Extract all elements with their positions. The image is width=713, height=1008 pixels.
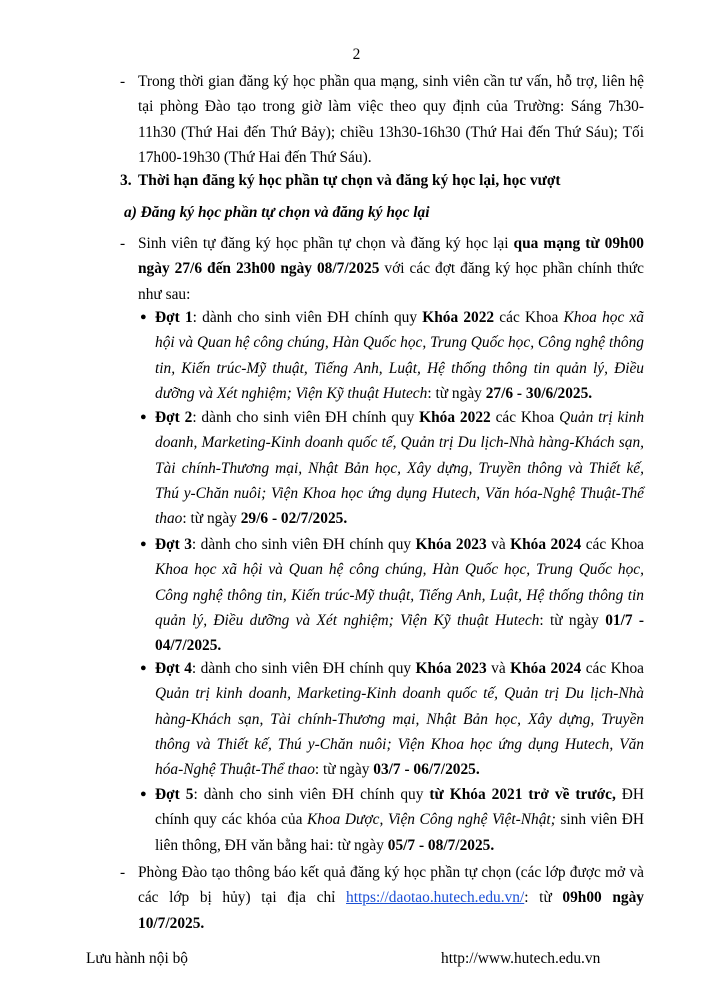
round-text: và <box>486 660 511 677</box>
round-cohort: Khóa 2023 <box>415 536 487 553</box>
results-paragraph <box>138 860 644 936</box>
section-heading <box>120 168 561 193</box>
round-text: : từ ngày <box>427 384 486 402</box>
round-text: sinh viên ĐH liên thông, ĐH văn bằng hai: từ ngày <box>155 811 644 854</box>
results-link[interactable]: https://daotao.hutech.edu.vn/ <box>346 889 525 907</box>
round-text: : dành cho sinh viên ĐH chính quy <box>192 309 423 326</box>
bullet-icon: ● <box>140 311 147 323</box>
round-text: ĐH chính quy các khóa của <box>155 786 645 829</box>
round-text: : dành cho sinh viên ĐH chính quy <box>192 409 420 426</box>
round-dates: 27/6 - 30/6/2025. <box>485 384 593 402</box>
round-dates: 01/7 - 04/7/2025. <box>155 611 645 655</box>
round-text: các Khoa <box>494 309 564 326</box>
round-cohort: Khóa 2024 <box>510 536 582 553</box>
round-faculties: Quản trị kinh doanh, Marketing-Kinh doanh quốc tế, Quản trị Du lịch-Nhà hàng-Khách sạn, Tài chính-Thương mại, Nhật Bản học, Xây dựng, Truyền thông và Thiết kế, Thú y-Chăn nuôi; Viện Khoa học ứng dụng Hutech, Văn hóa-Nghệ Thuật-Thể thao <box>155 685 644 779</box>
results-time: 09h00 ngày 10/7/2025. <box>138 889 644 932</box>
intro-dash: - <box>120 235 126 252</box>
footer-website: http://www.hutech.edu.vn <box>441 950 601 967</box>
round-label: Đợt 5 <box>155 786 194 803</box>
round-item <box>155 305 644 406</box>
round-label: Đợt 3 <box>155 536 192 553</box>
bullet-icon: ● <box>140 788 147 800</box>
round-item <box>155 782 644 858</box>
round-label: Đợt 2 <box>155 409 193 426</box>
bullet-icon: ● <box>140 662 147 674</box>
round-text: và <box>486 536 511 553</box>
intro-paragraph <box>138 231 644 307</box>
round-faculties: Quản trị kinh doanh, Marketing-Kinh doanh quốc tế, Quản trị Du lịch-Nhà hàng-Khách sạn, Tài chính-Thương mại, Nhật Bản học, Xây dựng, Truyền thông và Thiết kế, Thú y-Chăn nuôi; Viện Khoa học ứng dụng Hutech, Văn hóa-Nghệ Thuật-Thể thao <box>155 409 645 528</box>
round-text: các Khoa <box>581 660 644 677</box>
round-text: : dành cho sinh viên ĐH chính quy <box>191 536 416 553</box>
intro-deadline: qua mạng từ 09h00 ngày 27/6 đến 23h00 ngày 08/7/2025 <box>138 235 644 278</box>
bullet-icon: ● <box>140 538 147 550</box>
round-cohort: Khóa 2023 <box>415 660 487 677</box>
round-dates: 29/6 - 02/7/2025. <box>240 510 348 528</box>
section-title: Thời hạn đăng ký học phần tự chọn và đăng ký học lại, học vượt <box>138 172 561 189</box>
results-text-2: : từ <box>524 889 563 907</box>
round-cohort: Khóa 2022 <box>422 309 495 326</box>
round-text: : dành cho sinh viên ĐH chính quy <box>191 660 416 677</box>
results-text-1: Phòng Đào tạo thông báo kết quả đăng ký học phần tự chọn (các lớp được mở và các lớp bị hủy) tại địa chỉ <box>138 864 644 907</box>
round-faculties: Khoa học xã hội và Quan hệ công chúng, Hàn Quốc học, Trung Quốc học, Công nghệ thông tin, Kiến trúc-Mỹ thuật, Tiếng Anh, Luật, Hệ thống thông tin quản lý, Điều dưỡng và Xét nghiệm; Viện Kỹ thuật Hutech <box>155 309 645 402</box>
round-item <box>155 656 644 782</box>
bullet-icon: ● <box>140 411 147 423</box>
round-dates: 05/7 - 08/7/2025. <box>387 836 495 854</box>
round-text: : từ ngày <box>182 510 241 528</box>
round-label: Đợt 1 <box>155 309 193 326</box>
round-text: : dành cho sinh viên ĐH chính quy <box>193 786 430 803</box>
contact-paragraph: Trong thời gian đăng ký học phần qua mạng, sinh viên cần tư vấn, hỗ trợ, liên hệ tại phòng Đào tạo trong giờ làm việc theo quy định của Trường: Sáng 7h30-11h30 (Thứ Hai đến Thứ Bảy); chiều 13h30-16h30 (Thứ Hai đến Thứ Sáu); Tối 17h00-19h30 (Thứ Hai đến Thứ Sáu). <box>138 73 644 166</box>
results-dash: - <box>120 864 126 881</box>
round-text: các Khoa <box>490 409 560 426</box>
round-faculties: Khoa học xã hội và Quan hệ công chúng, Hàn Quốc học, Trung Quốc học, Công nghệ thông tin, Kiến trúc-Mỹ thuật, Tiếng Anh, Luật, Hệ thống thông tin quản lý, Điều dưỡng và Xét nghiệm; Viện Kỹ thuật Hutech <box>155 561 644 629</box>
section-number: 3. <box>120 172 132 189</box>
round-cohort: Khóa 2022 <box>419 409 491 426</box>
round-faculties: Khoa Dược, Viện Công nghệ Việt-Nhật; <box>306 811 556 829</box>
round-dates: 03/7 - 06/7/2025. <box>373 761 480 779</box>
page-number: 2 <box>352 46 361 63</box>
round-cohort: từ Khóa 2021 trở về trước, <box>429 786 616 803</box>
round-text: các Khoa <box>581 536 644 553</box>
subsection-heading: a) Đăng ký học phần tự chọn và đăng ký học lại <box>124 204 430 221</box>
intro-text-1: Sinh viên tự đăng ký học phần tự chọn và đăng ký học lại <box>138 235 514 252</box>
round-label: Đợt 4 <box>155 660 192 677</box>
contact-dash: - <box>120 73 126 90</box>
round-text: : từ ngày <box>314 761 374 779</box>
intro-text-2: với các đợt đăng ký học phần chính thức như sau: <box>138 260 644 303</box>
footer-internal-note: Lưu hành nội bộ <box>86 950 188 967</box>
round-text: : từ ngày <box>539 611 606 629</box>
round-item <box>155 532 644 658</box>
round-item <box>155 405 644 531</box>
round-cohort: Khóa 2024 <box>510 660 582 677</box>
